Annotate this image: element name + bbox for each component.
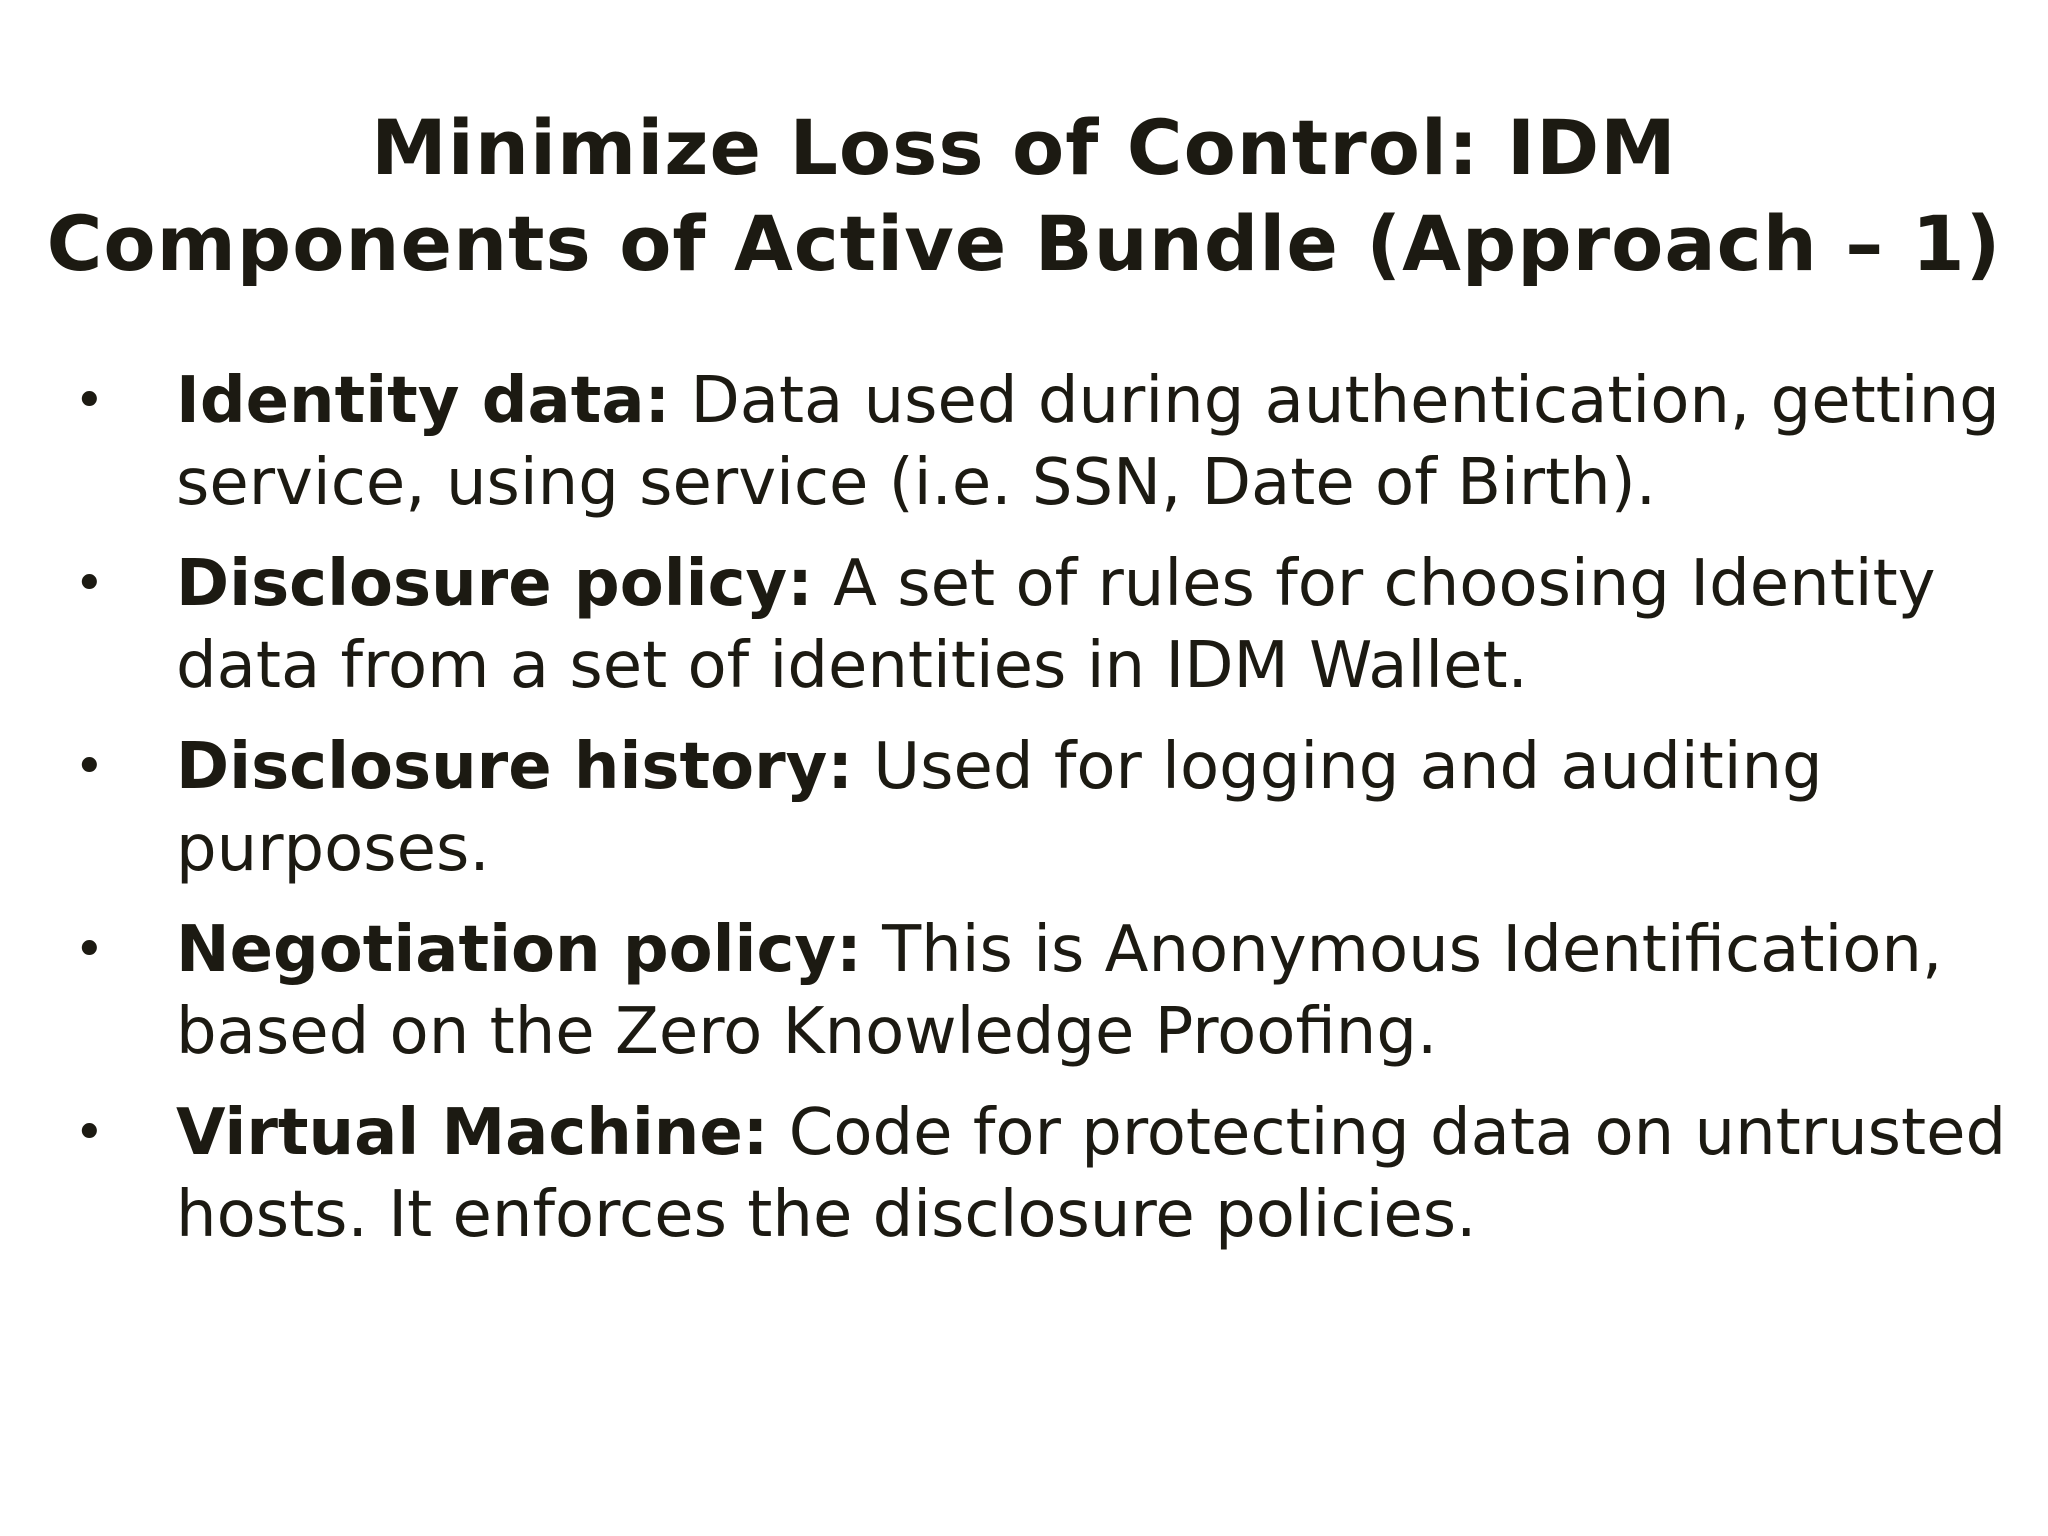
bullet-term: Negotiation policy: — [176, 913, 862, 987]
bullet-line-1 — [176, 726, 2008, 808]
bullet-identity-data — [0, 360, 2048, 524]
bullet-disclosure-history — [0, 726, 2048, 890]
bullet-text: This is Anonymous Identification, — [882, 913, 1943, 987]
bullet-line-2: data from a set of identities in IDM Wallet. — [176, 629, 1528, 703]
bullet-line-2: based on the Zero Knowledge Proofing. — [176, 995, 1438, 1069]
bullet-line-2: hosts. It enforces the disclosure policies. — [176, 1178, 1477, 1252]
title-line-2: Components of Active Bundle (Approach – 1) — [46, 199, 2002, 288]
bullet-dot-icon: • — [74, 554, 105, 614]
bullet-line-1 — [176, 543, 2008, 625]
bullet-term: Disclosure history: — [176, 730, 853, 804]
slide-title — [0, 100, 2048, 292]
bullet-dot-icon: • — [74, 1103, 105, 1163]
bullet-dot-icon: • — [74, 737, 105, 797]
bullet-text: Used for logging and auditing — [873, 730, 1823, 804]
bullet-text: Data used during authentication, getting — [690, 364, 2000, 438]
bullet-negotiation-policy — [0, 909, 2048, 1073]
bullet-line-1 — [176, 909, 2008, 991]
bullet-dot-icon: • — [74, 371, 105, 431]
bullet-text: A set of rules for choosing Identity — [833, 547, 1936, 621]
bullet-virtual-machine — [0, 1092, 2048, 1256]
bullet-dot-icon: • — [74, 920, 105, 980]
bullet-line-2: service, using service (i.e. SSN, Date of Birth). — [176, 446, 1657, 520]
bullet-text: Code for protecting data on untrusted — [788, 1096, 2007, 1170]
bullet-disclosure-policy — [0, 543, 2048, 707]
bullet-line-2: purposes. — [176, 812, 490, 886]
bullet-list — [0, 360, 2048, 1275]
bullet-term: Identity data: — [176, 364, 671, 438]
bullet-line-1 — [176, 360, 2008, 442]
title-line-1: Minimize Loss of Control: IDM — [371, 103, 1677, 192]
bullet-term: Disclosure policy: — [176, 547, 813, 621]
bullet-term: Virtual Machine: — [176, 1096, 769, 1170]
bullet-line-1 — [176, 1092, 2008, 1174]
